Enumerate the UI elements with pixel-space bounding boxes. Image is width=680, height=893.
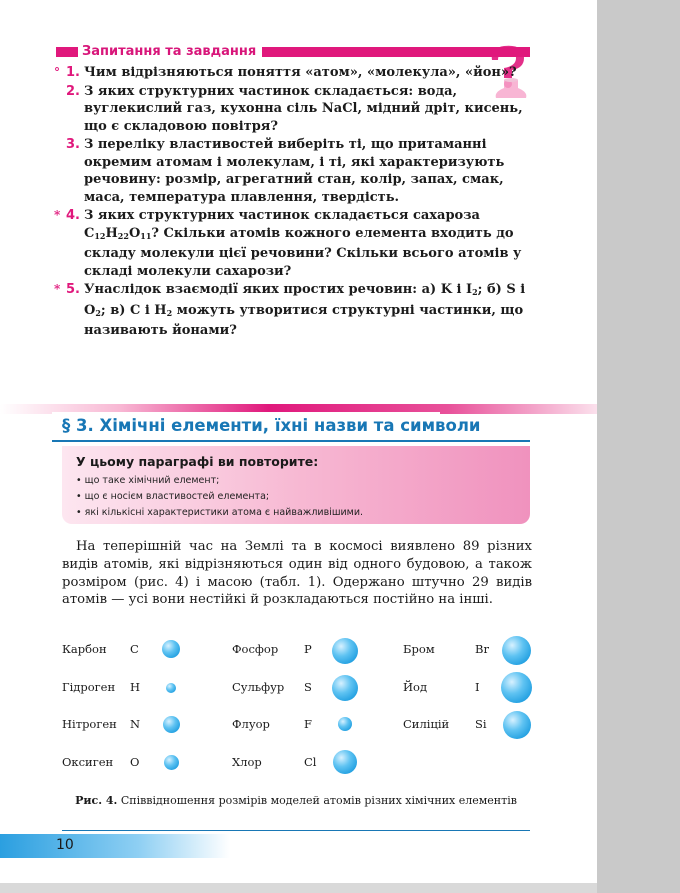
element-name: Фосфор [232, 642, 279, 656]
atom-model [501, 672, 532, 703]
page-bottom-edge [0, 883, 597, 893]
element-name: Хлор [232, 755, 262, 769]
body-paragraph: На теперішній час на Землі та в космосі виявлено 89 різних видів атомів, які відрізняються один від одного будовою, а також розміром (рис. 4) і масою (табл. 1). Одержано штучно 29 видів атомів — усі вони нестійкі й розкладаються постійно на інші. [62, 539, 532, 608]
question-mark: * [54, 282, 61, 296]
element-symbol: O [130, 755, 140, 769]
element-name: Йод [403, 680, 428, 694]
page-number: 10 [56, 837, 74, 853]
question-text: Чим відрізняються поняття «атом», «молекула», «йон»? [84, 65, 517, 80]
element-name: Гідроген [62, 680, 116, 694]
question-text: З яких структурних частинок складається: вода, вуглекислий газ, кухонна сіль NaCl, мідний дріт, кисень, що є складовою повітря? [84, 83, 523, 134]
section-title: § 3. Хімічні елементи, їхні назви та символи [62, 416, 481, 435]
review-item: • що є носієм властивостей елемента; [76, 489, 363, 505]
element-symbol: Si [475, 717, 487, 731]
atom-model [162, 640, 180, 658]
element-name: Силіцій [403, 717, 450, 731]
element-symbol: H [130, 680, 141, 694]
atom-model [166, 683, 176, 693]
page-margin [597, 0, 680, 893]
section-underline [52, 440, 530, 442]
atom-model [332, 675, 358, 701]
question-number: 3. [66, 137, 80, 152]
element-symbol: I [475, 680, 480, 694]
atom-model [503, 711, 531, 739]
section-title-box [52, 412, 481, 442]
questions-list [54, 64, 537, 341]
question-4 [54, 207, 537, 280]
question-mark: * [54, 208, 61, 222]
review-item: • що таке хімічний елемент; [76, 473, 363, 489]
element-name: Карбон [62, 642, 107, 656]
question-number: 2. [66, 83, 80, 99]
question-2 [62, 83, 537, 136]
element-symbol: Br [475, 642, 489, 656]
atom-model [164, 755, 179, 770]
review-list [76, 473, 363, 521]
atom-model [332, 638, 358, 664]
element-symbol: C [130, 642, 139, 656]
element-name: Флуор [232, 717, 270, 731]
element-symbol: P [304, 642, 312, 656]
question-3 [62, 136, 537, 206]
review-title: У цьому параграфі ви повторите: [76, 454, 319, 469]
element-symbol: Cl [304, 755, 317, 769]
question-number: 1. [66, 65, 80, 80]
question-mark: ° [54, 65, 60, 79]
element-symbol: N [130, 717, 141, 731]
question-1 [54, 64, 537, 82]
questions-header [56, 45, 530, 59]
page-number-band [0, 834, 230, 858]
element-symbol: F [304, 717, 312, 731]
element-name: Нітроген [62, 717, 117, 731]
questions-header-title: Запитання та завдання [78, 43, 262, 60]
question-text: З переліку властивостей виберіть ті, що притаманні окремим атомам і молекулам, і ті, які характеризують речовину: розмір, агрегатний стан, колір, запах, смак, маса, температура плавлення, твердість. [84, 137, 505, 205]
question-text: Унаслідок взаємодії яких простих речовин: а) K і $I_2$; б) S і $O_2$; в) C і $H_2$ можуть утворитися структурні частинки, що називають йонами? [84, 282, 526, 338]
figure-caption: Рис. 4. Співвідношення розмірів моделей атомів різних хімічних елементів [75, 794, 517, 807]
question-text: З яких структурних частинок складається сахароза $C_{12}H_{22}O_{11}$? Скільки атомів кожного елемента входить до складу молекули цієї речовини? Скільки всього атомів у складі молекули сахарози? [84, 208, 522, 279]
footer-line [62, 830, 530, 831]
atom-model [333, 750, 357, 774]
element-name: Оксиген [62, 755, 114, 769]
review-box [62, 446, 530, 524]
review-item: • які кількісні характеристики атома є найважливішими. [76, 505, 363, 521]
atom-model [502, 636, 531, 665]
question-number: 5. [66, 282, 80, 297]
question-5 [54, 281, 537, 340]
question-number: 4. [66, 208, 80, 223]
atom-model [338, 717, 352, 731]
element-name: Сульфур [232, 680, 285, 694]
atom-model [163, 716, 180, 733]
element-symbol: S [304, 680, 312, 694]
element-name: Бром [403, 642, 435, 656]
